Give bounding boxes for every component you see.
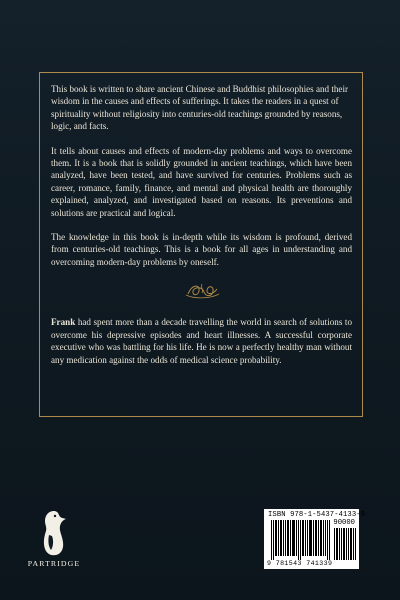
blurb-paragraph-3: The knowledge in this book is in-depth while its wisdom is profound, derived from centuries-old teachings. This is a book for all ages in understanding and overcoming modern-day problems by oneself. (51, 232, 352, 267)
isbn-barcode-box (264, 509, 366, 569)
isbn-barcode (271, 520, 331, 560)
penguin-bird-logo-icon (39, 509, 69, 557)
flourish-ornament-icon (182, 280, 222, 302)
author-name: Frank (51, 317, 76, 328)
price-addon-barcode (334, 528, 356, 560)
barcode-digits: 9 781543 741339 (267, 560, 333, 567)
price-code: 90000 (333, 519, 355, 527)
blurb-paragraph-1: This book is written to share ancient Chinese and Buddhist philosophies and their wisdom in the causes and effects of sufferings. It takes the readers in a quest of spirituality without religiosity into centuries-old teachings grounded by reasons, logic, and facts. (51, 84, 349, 132)
publisher-block (24, 509, 84, 579)
blurb-paragraph-2: It tells about causes and effects of modern-day problems and ways to overcome them. It is a book that is solidly grounded in ancient teachings, which have been analyzed, have been tested, and have survived for centuries. Problems such as career, romance, family, finance, and mental and physical health are thoroughly explained, analyzed, and investigated based on reasons. Its preventions and solutions are practical and logical. (51, 145, 352, 218)
publisher-name: PARTRIDGE (27, 559, 81, 568)
author-bio (51, 316, 352, 366)
isbn-label: ISBN 978-1-5437-4133-9 (268, 511, 366, 519)
blurb-frame (39, 72, 363, 417)
author-bio-text: had spent more than a decade travelling the world in search of solutions to overcome his depressive episodes and heart illnesses. A successful corporate executive who was battling for his life. He is now a perfectly healthy man without any medication against the odds of medical science probability. (51, 317, 352, 365)
